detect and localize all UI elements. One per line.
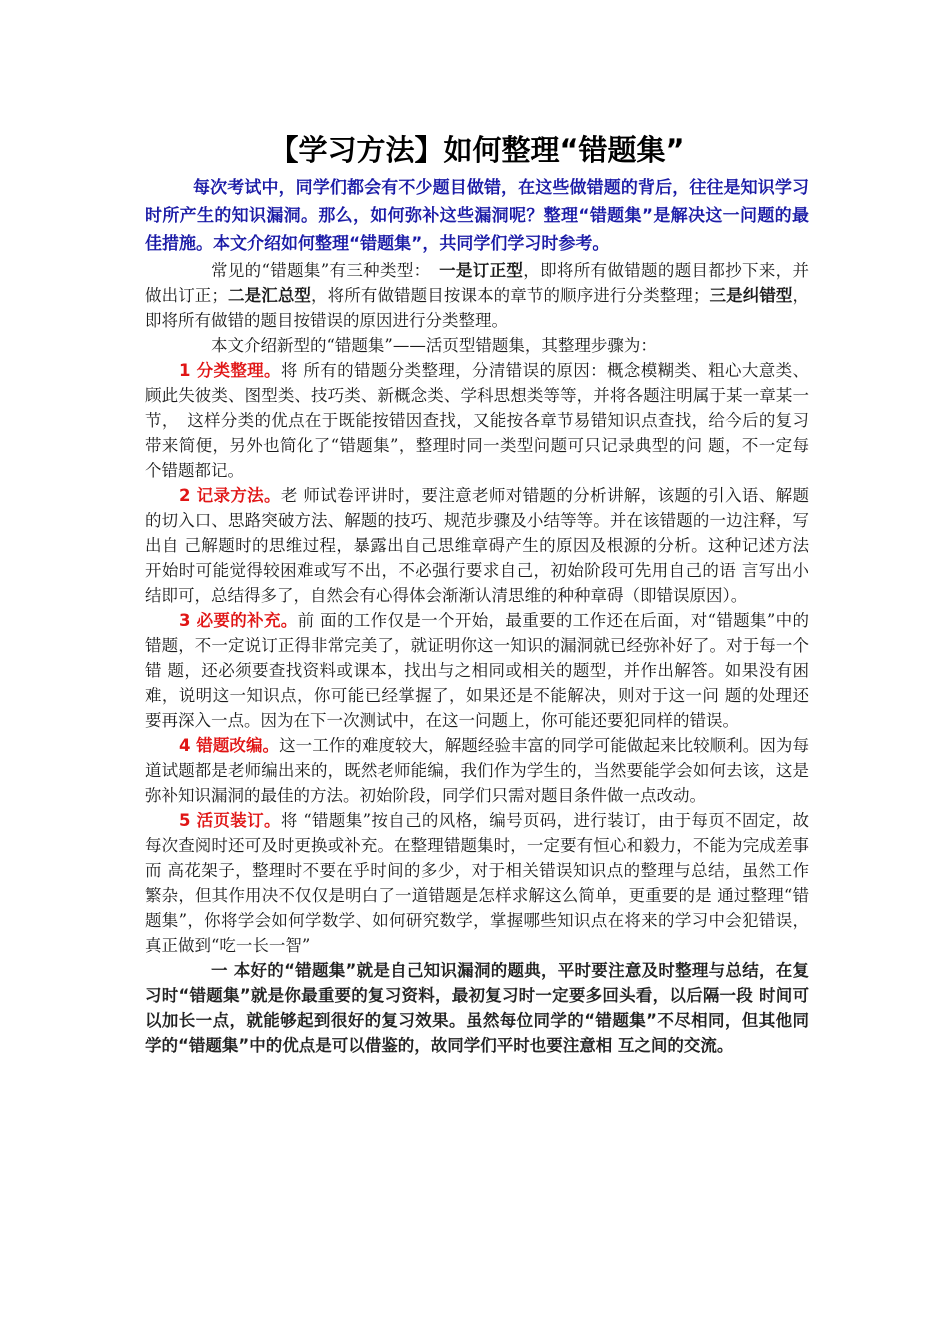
step-1-text: 将 所有的错题分类整理，分清错误的原因：概念模糊类、粗心大意类、顾此失彼类、图型类、技巧类、新概念类、学科思想类等等，并将各题注明属于某一章某一节， 这样分类的优点在于既能按错因查找，又能按各章节易错知识点查找，给今后的复习带来简便，另外也简化了“错题集”，整理时同一类型问题可只记录典型的问 题，不一定每个错题都记。	[145, 361, 809, 480]
closing-paragraph: 一 本好的“错题集”就是自己知识漏洞的题典，平时要注意及时整理与总结，在复习时“错题集”就是你最重要的复习资料，最初复习时一定要多回头看，以后隔一段 时间可以加长一点，就能够起到很好的复习效果。虽然每位同学的“错题集”不尽相同，但其他同学的“错题集”中的优点是可以借鉴的，故同学们平时也要注意相 互之间的交流。	[145, 961, 809, 1055]
types-paragraph	[145, 258, 809, 333]
step-3-label: 3 必要的补充。	[179, 611, 298, 630]
step-5-paragraph	[145, 808, 809, 958]
type-2-label: 二是汇总型	[227, 286, 312, 305]
intro-paragraph: 每次考试中，同学们都会有不少题目做错，在这些做错题的背后，往往是知识学习时所产生的知识漏洞。那么，如何弥补这些漏洞呢？整理“错题集”是解决这一问题的最佳措施。本文介绍如何整理“错题集”，共同学们学习时参考。	[145, 178, 809, 254]
step-4-text: 这一工作的难度较大，解题经验丰富的同学可能做起来比较顺利。因为每道试题都是老师编出来的，既然老师能编，我们作为学生的，当然要能学会如何去该，这是弥补知识漏洞的最佳的方法。初始阶段，同学们只需对题目条件做一点改动。	[145, 736, 809, 805]
step-5-text: 将 “错题集”按自己的风格，编号页码，进行装订，由于每页不固定，故每次查阅时还可及时更换或补充。在整理错题集时，一定要有恒心和毅力，不能为完成差事而 高花架子，整理时不要在乎时间的多少，对于相关错误知识点的整理与总结，虽然工作繁杂，但其作用决不仅仅是明白了一道错题是怎样求解这么简单，更重要的是 通过整理“错题集”，你将学会如何学数学、如何研究数学，掌握哪些知识点在将来的学习中会犯错误，真正做到“吃一长一智”	[145, 811, 809, 955]
step-4-paragraph	[145, 733, 809, 808]
document-body	[145, 128, 809, 1058]
new-type-paragraph: 本文介绍新型的“错题集”——活页型错题集，其整理步骤为：	[211, 336, 657, 355]
step-3-text: 前 面的工作仅是一个开始，最重要的工作还在后面，对“错题集”中的错题，不一定说订正得非常完美了，就证明你这一知识的漏洞就已经弥补好了。对于每一个错 题，还必须要查找资料或课本，找出与之相同或相关的题型，并作出解答。如果没有困难，说明这一知识点，你可能已经掌握了，如果还是不能解决，则对于这一问 题的处理还要再深入一点。因为在下一次测试中，在这一问题上，你可能还要犯同样的错误。	[145, 611, 809, 730]
step-3-paragraph	[145, 608, 809, 733]
step-2-paragraph	[145, 483, 809, 608]
type-2-text: ，将所有做错题目按课本的章节的顺序进行分类整理；	[311, 286, 710, 305]
type-1-text: ，即将所有做错题的题目都抄下来，并做出订正；	[145, 261, 810, 305]
type-3-text: ，即将所有做错的题目按错误的原因进行分类整理。	[145, 286, 810, 330]
step-5-label: 5 活页装订。	[179, 811, 281, 830]
document-title: 【学习方法】如何整理“错题集”	[269, 133, 685, 167]
step-4-label: 4 错题改编。	[179, 736, 280, 755]
step-1-label: 1 分类整理。	[179, 361, 281, 380]
step-1-paragraph	[145, 358, 809, 483]
step-2-label: 2 记录方法。	[179, 486, 281, 505]
type-1-label: 一是订正型	[439, 261, 524, 280]
types-lead: 常见的“错题集”有三种类型：	[211, 261, 440, 280]
type-3-label: 三是纠错型	[709, 286, 793, 305]
step-2-text: 老 师试卷评讲时，要注意老师对错题的分析讲解，该题的引入语、解题的切入口、思路突破方法、解题的技巧、规范步骤及小结等等。并在该错题的一边注释，写出自 己解题时的思维过程，暴露出自己思维章碍产生的原因及根源的分析。这种记述方法开始时可能觉得较困难或写不出，不必强行要求自己，初始阶段可先用自己的语 言写出小结即可，总结得多了，自然会有心得体会渐渐认清思维的种种章碍（即错误原因）。	[145, 486, 809, 605]
